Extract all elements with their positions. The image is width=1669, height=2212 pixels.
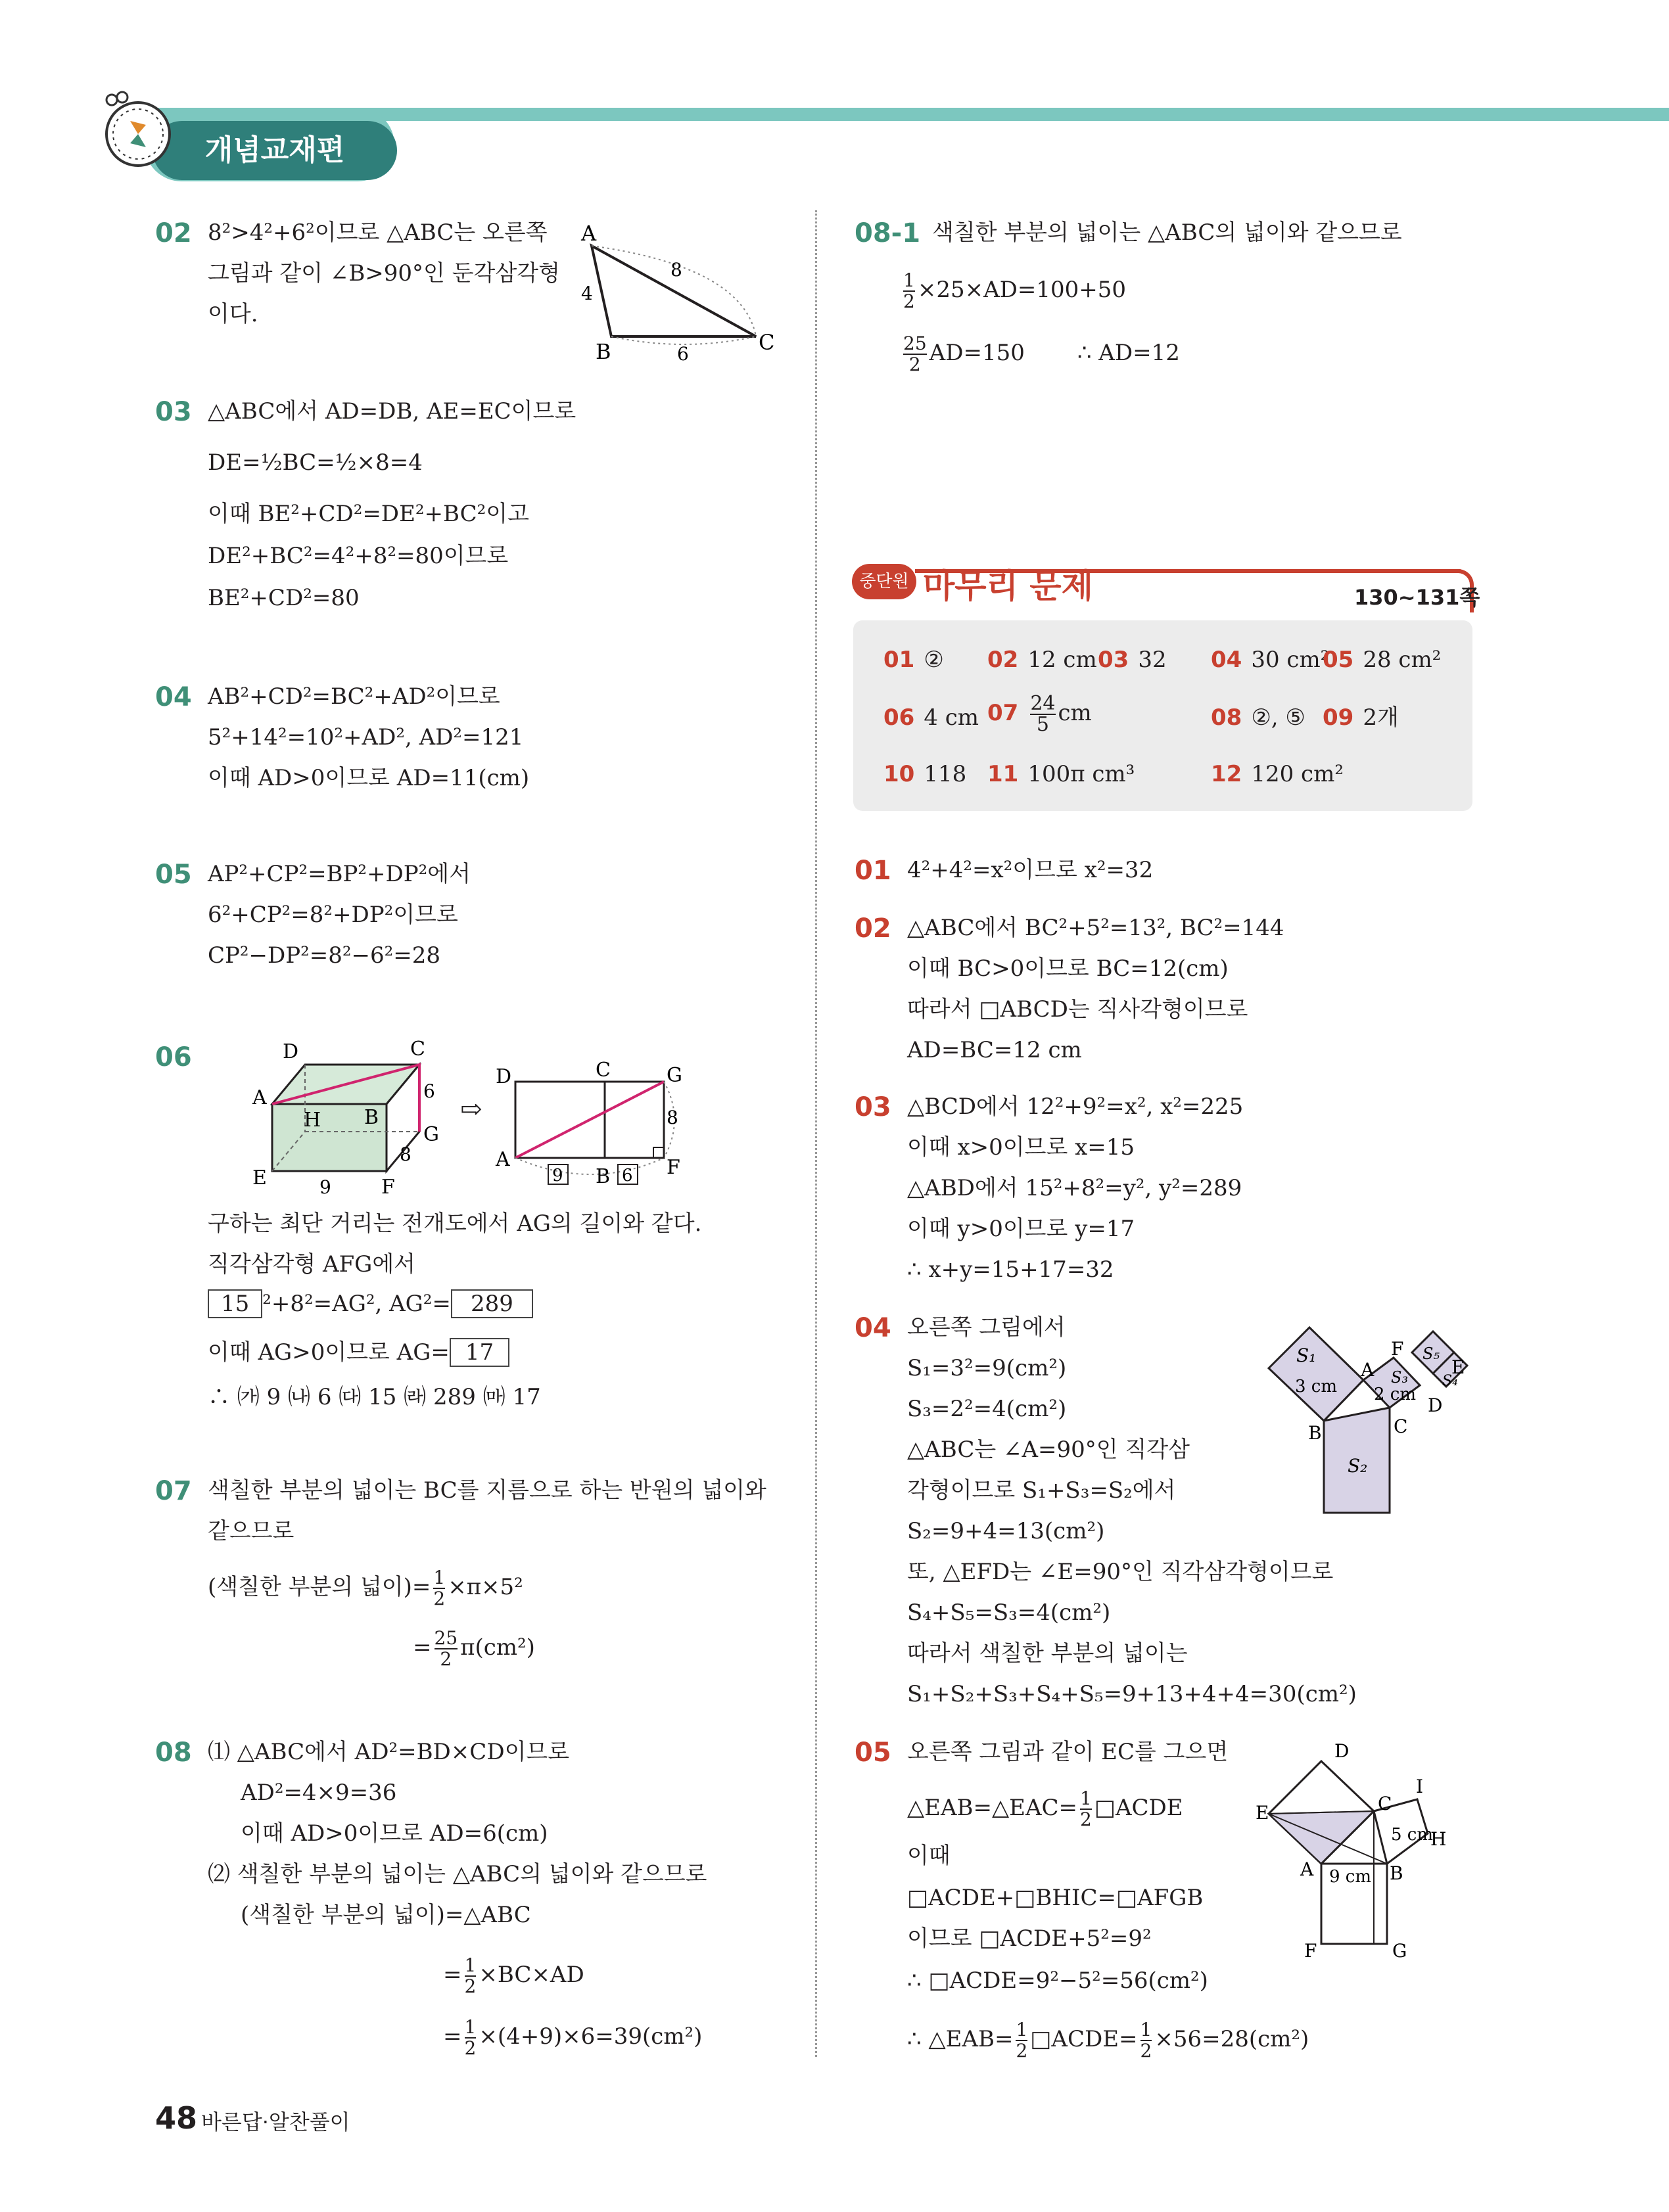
vertex-label: G (1392, 1940, 1407, 1962)
text-line: (색칠한 부분의 넓이)=△ABC (241, 1902, 531, 1928)
answer-item: 01 ② (883, 647, 944, 673)
text-line: ∴ AD=12 (1077, 340, 1180, 366)
vertex-label: D (496, 1065, 512, 1088)
answer-item: 11 100π cm³ (987, 761, 1135, 787)
problem-number: 01 (855, 856, 891, 886)
text-line: 오른쪽 그림과 같이 EC를 그으면 (907, 1739, 1229, 1765)
review-title: 마무리 문제 (923, 567, 1093, 605)
answer-box: 289 (451, 1289, 533, 1318)
length-label: 9 (319, 1176, 331, 1198)
vertex-label: B (596, 1165, 611, 1188)
obtuse-triangle-figure (572, 221, 782, 365)
fraction-numerator: 1 (464, 1954, 477, 1976)
text-line: 이때 x>0이므로 x=15 (907, 1134, 1135, 1161)
text-line: ∴ □ACDE=9²−5²=56(cm²) (907, 1968, 1208, 1994)
fraction-denominator: 2 (440, 1648, 452, 1670)
length-label: 2 cm (1374, 1385, 1417, 1404)
fraction-numerator: 24 (1030, 692, 1056, 715)
text-line: AB²+CD²=BC²+AD²이므로 (208, 683, 500, 710)
problem-number: 05 (855, 1738, 891, 1768)
review-pages: 130~131쪽 (1354, 585, 1480, 610)
text-line: AP²+CP²=BP²+DP²에서 (208, 861, 471, 887)
summary-line: ∴ ㈎ 9 ㈏ 6 ㈐ 15 ㈑ 289 ㈒ 17 (208, 1384, 541, 1410)
vertex-label: E (1256, 1802, 1269, 1824)
vertex-label: C (596, 1059, 611, 1082)
fraction-numerator: 25 (903, 333, 927, 354)
text-line: = (413, 1634, 432, 1661)
text-line: 이때 AD>0이므로 AD=6(cm) (241, 1820, 548, 1847)
answer-item: 02 12 cm (987, 647, 1097, 673)
text-line: 이다. (208, 301, 258, 327)
vertex-label: G (423, 1123, 439, 1146)
arrow-icon: ⇨ (460, 1094, 482, 1124)
text-line: 따라서 □ABCD는 직사각형이므로 (907, 996, 1248, 1023)
text-line: 오른쪽 그림에서 (907, 1314, 1066, 1341)
fraction-denominator: 2 (464, 2037, 477, 2059)
stopwatch-icon (99, 87, 177, 172)
text-line: ∴ x+y=15+17=32 (907, 1256, 1114, 1283)
length-box-label: 9 (552, 1166, 563, 1186)
vertex-label: A (581, 221, 597, 246)
fraction-numerator: 1 (433, 1567, 446, 1588)
header-badge-text: 개념교재편 (204, 133, 345, 167)
text-line: BE²+CD²=80 (208, 585, 360, 611)
header-badge (153, 121, 397, 180)
text-line: DE²+BC²=4²+8²=80이므로 (208, 543, 509, 569)
text-line: S₁+S₂+S₃+S₄+S₅=9+13+4+4=30(cm²) (907, 1681, 1357, 1707)
problem-number: 05 (155, 860, 192, 890)
text-line: 6²+CP²=8²+DP²이므로 (208, 902, 458, 928)
text-line: 이때 BE²+CD²=DE²+BC²이고 (208, 501, 529, 527)
text-line: ∴ △EAB= (907, 2026, 1014, 2052)
area-label: S₃ (1391, 1368, 1409, 1387)
book-title: 바른답·알찬풀이 (201, 2109, 350, 2134)
text-line: S₁=3²=9(cm²) (907, 1355, 1067, 1381)
pythagoras-squares-figure (1256, 1321, 1479, 1525)
length-label: 6 (423, 1080, 435, 1102)
answer-item: 03 32 (1098, 647, 1167, 673)
vertex-label: F (1391, 1338, 1404, 1360)
answer-item: 10 118 (883, 761, 967, 787)
vertex-label: C (759, 330, 775, 355)
text-line: ×(4+9)×6=39(cm²) (479, 2023, 703, 2050)
text-line: □ACDE (1094, 1795, 1183, 1821)
problem-number: 04 (155, 682, 192, 712)
text-line: ×25×AD=100+50 (917, 277, 1127, 303)
vertex-label: B (1308, 1422, 1322, 1444)
text-line: S₄+S₅=S₃=4(cm²) (907, 1600, 1111, 1626)
text-line: S₂=9+4=13(cm²) (907, 1518, 1105, 1544)
text-line: ×π×5² (448, 1574, 523, 1600)
fraction-numerator: 1 (1016, 2019, 1028, 2040)
fraction-denominator: 2 (1140, 2040, 1152, 2062)
fraction-denominator: 2 (464, 1975, 477, 1997)
vertex-label: A (252, 1086, 267, 1109)
vertex-label: A (496, 1148, 510, 1171)
review-tag-text: 중단원 (859, 572, 909, 591)
fraction-numerator: 1 (903, 269, 915, 291)
answer-item: 09 2개 (1323, 704, 1399, 731)
text-line: AD=150 (929, 340, 1025, 366)
vertex-label: E (1451, 1356, 1465, 1378)
vertex-label: D (1334, 1740, 1350, 1762)
fraction-denominator: 2 (1016, 2040, 1028, 2062)
area-label: S₄ (1442, 1373, 1458, 1389)
text-line: 그림과 같이 ∠B>90°인 둔각삼각형 (208, 260, 560, 287)
problem-number: 08 (155, 1738, 192, 1768)
area-label: S₅ (1422, 1345, 1440, 1363)
vertex-label: C (410, 1038, 425, 1061)
text-line: 이때 AD>0이므로 AD=11(cm) (208, 765, 530, 791)
fraction-numerator: 1 (464, 2016, 477, 2038)
vertex-label: A (1300, 1858, 1314, 1880)
length-label: 8 (670, 259, 682, 281)
length-label: 8 (667, 1107, 678, 1128)
text-line: 4²+4²=x²이므로 x²=32 (907, 857, 1154, 883)
column-divider (815, 210, 817, 2057)
fraction-numerator: 1 (1140, 2019, 1152, 2040)
text-line: 색칠한 부분의 넓이는 △ABC의 넓이와 같으므로 (932, 219, 1402, 246)
square-construction-figure (1256, 1740, 1479, 1970)
fraction-numerator: 1 (1080, 1787, 1092, 1809)
answer-item: 08 ②, ⑤ (1211, 704, 1305, 731)
problem-number: 02 (855, 913, 891, 944)
vertex-label: D (1428, 1394, 1443, 1416)
area-label: S₂ (1348, 1455, 1368, 1477)
text-line: 이때 (907, 1843, 951, 1869)
fraction-denominator: 2 (1080, 1809, 1092, 1830)
text-line: △ABC에서 AD=DB, AE=EC이므로 (208, 398, 576, 425)
text-line: (색칠한 부분의 넓이)= (208, 1574, 431, 1600)
vertex-label: B (596, 339, 611, 364)
length-label: 6 (677, 343, 689, 365)
page-number: 48 (155, 2100, 198, 2136)
text-line: 같으므로 (208, 1518, 294, 1544)
text-line: = (443, 2023, 462, 2050)
length-label: 5 cm (1391, 1825, 1434, 1845)
text-line: △ABC는 ∠A=90°인 직각삼 (907, 1437, 1190, 1463)
problem-number: 07 (155, 1476, 192, 1506)
text-line: 이므로 □ACDE+5²=9² (907, 1925, 1152, 1952)
vertex-label: H (304, 1109, 321, 1132)
vertex-label: E (252, 1166, 267, 1189)
text-line: AD=BC=12 cm (907, 1037, 1082, 1063)
problem-number: 04 (855, 1313, 891, 1343)
vertex-label: A (1361, 1359, 1375, 1381)
problem-number: 03 (855, 1092, 891, 1122)
text-line: □ACDE= (1030, 2026, 1138, 2052)
text-line: 직각삼각형 AFG에서 (208, 1251, 416, 1278)
vertex-label: C (1394, 1416, 1408, 1437)
text-line: △ABD에서 15²+8²=y², y²=289 (907, 1175, 1242, 1201)
vertex-label: B (364, 1106, 379, 1129)
length-label: 8 (400, 1143, 411, 1165)
text-line: △ABC에서 BC²+5²=13², BC²=144 (907, 915, 1284, 941)
equation-text: ²+8²=AG², AG²= (262, 1291, 451, 1317)
problem-number: 06 (155, 1042, 192, 1072)
vertex-label: G (667, 1064, 682, 1087)
fraction-denominator: 5 (1036, 713, 1049, 736)
length-label: 3 cm (1295, 1377, 1338, 1396)
text-line: 따라서 색칠한 부분의 넓이는 (907, 1640, 1188, 1667)
text-line: ⑵ 색칠한 부분의 넓이는 △ABC의 넓이와 같으므로 (208, 1861, 707, 1887)
text-line: 이때 y>0이므로 y=17 (907, 1216, 1135, 1242)
answer-item: 04 30 cm² (1211, 647, 1330, 673)
net-figure (493, 1051, 697, 1203)
vertex-label: C (1378, 1793, 1392, 1814)
answer-item: 12 120 cm² (1211, 761, 1344, 787)
problem-number: 03 (155, 397, 192, 427)
vertex-label: I (1416, 1776, 1424, 1797)
text-line: ⑴ △ABC에서 AD²=BD×CD이므로 (208, 1739, 570, 1765)
text-line: 각형이므로 S₁+S₃=S₂에서 (907, 1477, 1176, 1504)
fraction-denominator: 2 (433, 1588, 446, 1609)
review-tag (852, 564, 916, 599)
text-line: π(cm²) (460, 1634, 535, 1661)
area-label: S₁ (1296, 1345, 1317, 1366)
cuboid-figure (243, 1038, 460, 1203)
fraction-denominator: 2 (908, 354, 921, 375)
answer-box: 15 (208, 1289, 262, 1318)
length-label: 9 cm (1329, 1867, 1372, 1887)
answer-item: 05 28 cm² (1323, 647, 1442, 673)
text-line: □ACDE+□BHIC=□AFGB (907, 1885, 1204, 1911)
text-line: 또, △EFD는 ∠E=90°인 직각삼각형이므로 (907, 1559, 1334, 1585)
text-line: ×56=28(cm²) (1154, 2026, 1309, 2052)
text-line: 8²>4²+6²이므로 △ABC는 오른쪽 (208, 219, 548, 246)
text-line: △EAB=△EAC= (907, 1795, 1078, 1821)
text-line: 구하는 최단 거리는 전개도에서 AG의 길이와 같다. (208, 1210, 702, 1237)
answer-item: 07 $\frac{24}{5}$ cm (987, 692, 1092, 736)
vertex-label: F (381, 1176, 395, 1199)
fraction-numerator: 25 (434, 1627, 458, 1649)
text-line: 이때 BC>0이므로 BC=12(cm) (907, 956, 1229, 982)
length-label: 4 (581, 283, 593, 304)
vertex-label: D (283, 1040, 299, 1063)
vertex-label: B (1390, 1862, 1403, 1884)
text-line: 5²+14²=10²+AD², AD²=121 (208, 724, 524, 750)
text-line: S₃=2²=4(cm²) (907, 1396, 1067, 1422)
text-line: CP²−DP²=8²−6²=28 (208, 942, 441, 969)
text-line: △BCD에서 12²+9²=x², x²=225 (907, 1094, 1244, 1120)
vertex-label: F (1304, 1940, 1317, 1962)
text-line: AD²=4×9=36 (241, 1780, 397, 1806)
problem-number: 08-1 (855, 218, 921, 248)
text-line: = (443, 1962, 462, 1988)
answer-box: 17 (450, 1338, 509, 1367)
text-line: DE=½BC=½×8=4 (208, 449, 423, 476)
fraction-denominator: 2 (903, 290, 915, 312)
text-line: 색칠한 부분의 넓이는 BC를 지름으로 하는 반원의 넓이와 (208, 1477, 766, 1504)
vertex-label: F (667, 1156, 680, 1179)
length-box-label: 6 (622, 1166, 633, 1186)
answer-item: 06 4 cm (883, 704, 979, 731)
equation-text: 이때 AG>0이므로 AG= (208, 1339, 450, 1366)
vertex-label: H (1430, 1828, 1447, 1850)
text-line: ×BC×AD (479, 1962, 584, 1988)
problem-number: 02 (155, 218, 192, 248)
